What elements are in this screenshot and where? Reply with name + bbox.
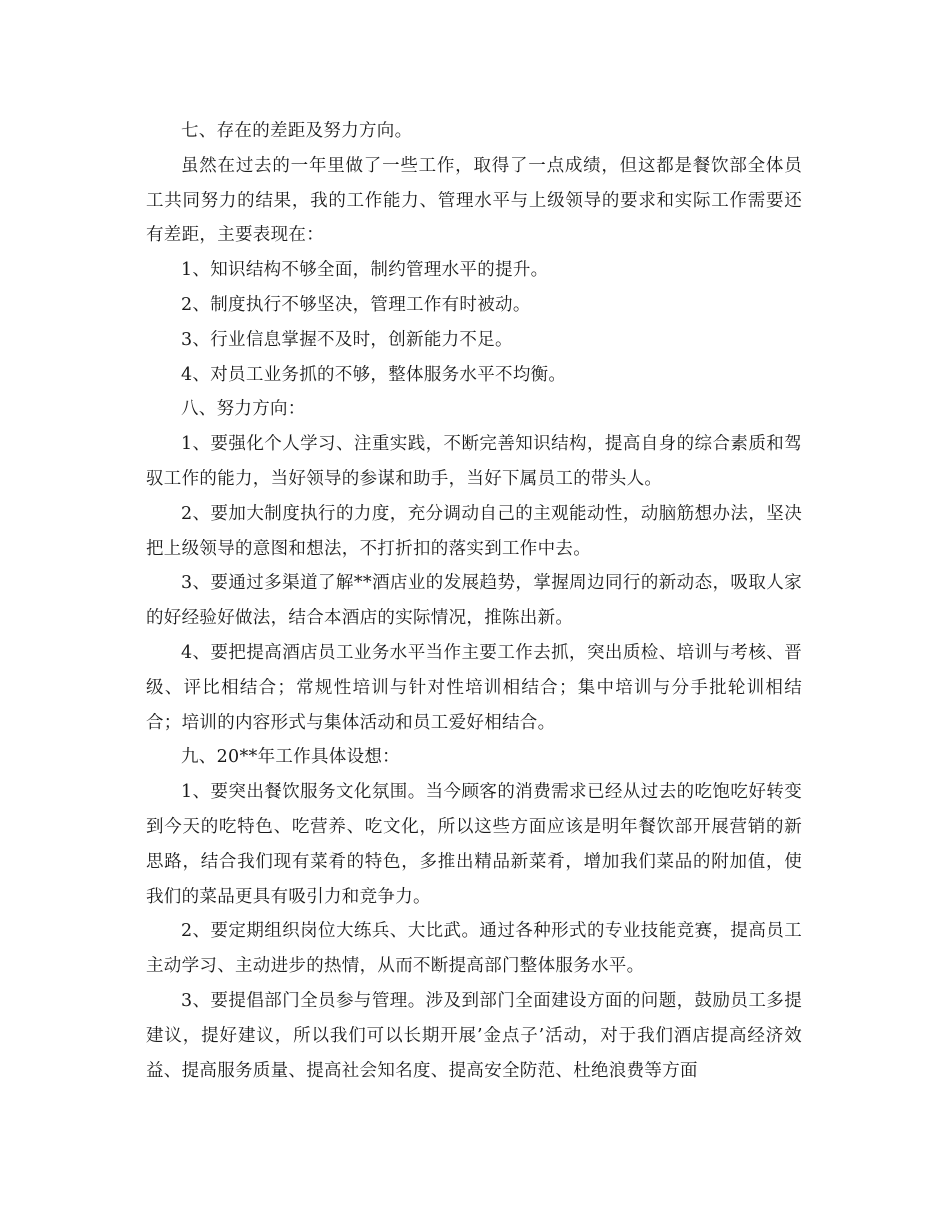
document-body: [146, 114, 802, 1088]
list-item-plan-3: 3、要提倡部门全员参与管理。涉及到部门全面建设方面的问题，鼓励员工多提建议，提好建议，所以我们可以长期开展’金点子’活动，对于我们酒店提高经济效益、提高服务质量、提高社会知名度、提高安全防范、杜绝浪费等方面: [146, 990, 802, 1081]
list-item-gap-4: 4、对员工业务抓的不够，整体服务水平不均衡。: [181, 364, 567, 385]
section-heading-direction: 八、努力方向：: [181, 399, 306, 420]
list-item-direction-4: 4、要把提高酒店员工业务水平当作主要工作去抓，突出质检、培训与考核、晋级、评比相结合；常规性培训与针对性培训相结合；集中培训与分手批轮训相结合；培训的内容形式与集体活动和员工爱好相结合。: [146, 642, 802, 733]
list-item-gap-3: 3、行业信息掌握不及时，创新能力不足。: [181, 329, 513, 350]
list-item-gap-2: 2、制度执行不够坚决，管理工作有时被动。: [181, 294, 531, 315]
list-item-direction-1: 1、要强化个人学习、注重实践，不断完善知识结构，提高自身的综合素质和驾驭工作的能力，当好领导的参谋和助手，当好下属员工的带头人。: [146, 434, 802, 489]
list-item-direction-2: 2、要加大制度执行的力度，充分调动自己的主观能动性，动脑筋想办法，坚决把上级领导的意图和想法，不打折扣的落实到工作中去。: [146, 503, 802, 559]
list-item-gap-1: 1、知识结构不够全面，制约管理水平的提升。: [181, 260, 549, 281]
list-item-direction-3: 3、要通过多渠道了解**酒店业的发展趋势，掌握周边同行的新动态，吸取人家的好经验好做法，结合本酒店的实际情况，推陈出新。: [146, 573, 802, 629]
list-item-plan-2: 2、要定期组织岗位大练兵、大比武。通过各种形式的专业技能竞赛，提高员工主动学习、主动进步的热情，从而不断提高部门整体服务水平。: [146, 921, 802, 977]
paragraph-gaps-intro: 虽然在过去的一年里做了一些工作，取得了一点成绩，但这都是餐饮部全体员工共同努力的结果，我的工作能力、管理水平与上级领导的要求和实际工作需要还有差距，主要表现在：: [146, 155, 802, 246]
section-heading-plans: 九、20**年工作具体设想：: [181, 747, 400, 768]
list-item-plan-1: 1、要突出餐饮服务文化氛围。当今顾客的消费需求已经从过去的吃饱吃好转变到今天的吃特色、吃营养、吃文化，所以这些方面应该是明年餐饮部开展营销的新思路，结合我们现有菜肴的特色，多推出精品新菜肴，增加我们菜品的附加值，使我们的菜品更具有吸引力和竞争力。: [146, 782, 802, 907]
section-heading-gaps: 七、存在的差距及努力方向。: [181, 121, 413, 141]
